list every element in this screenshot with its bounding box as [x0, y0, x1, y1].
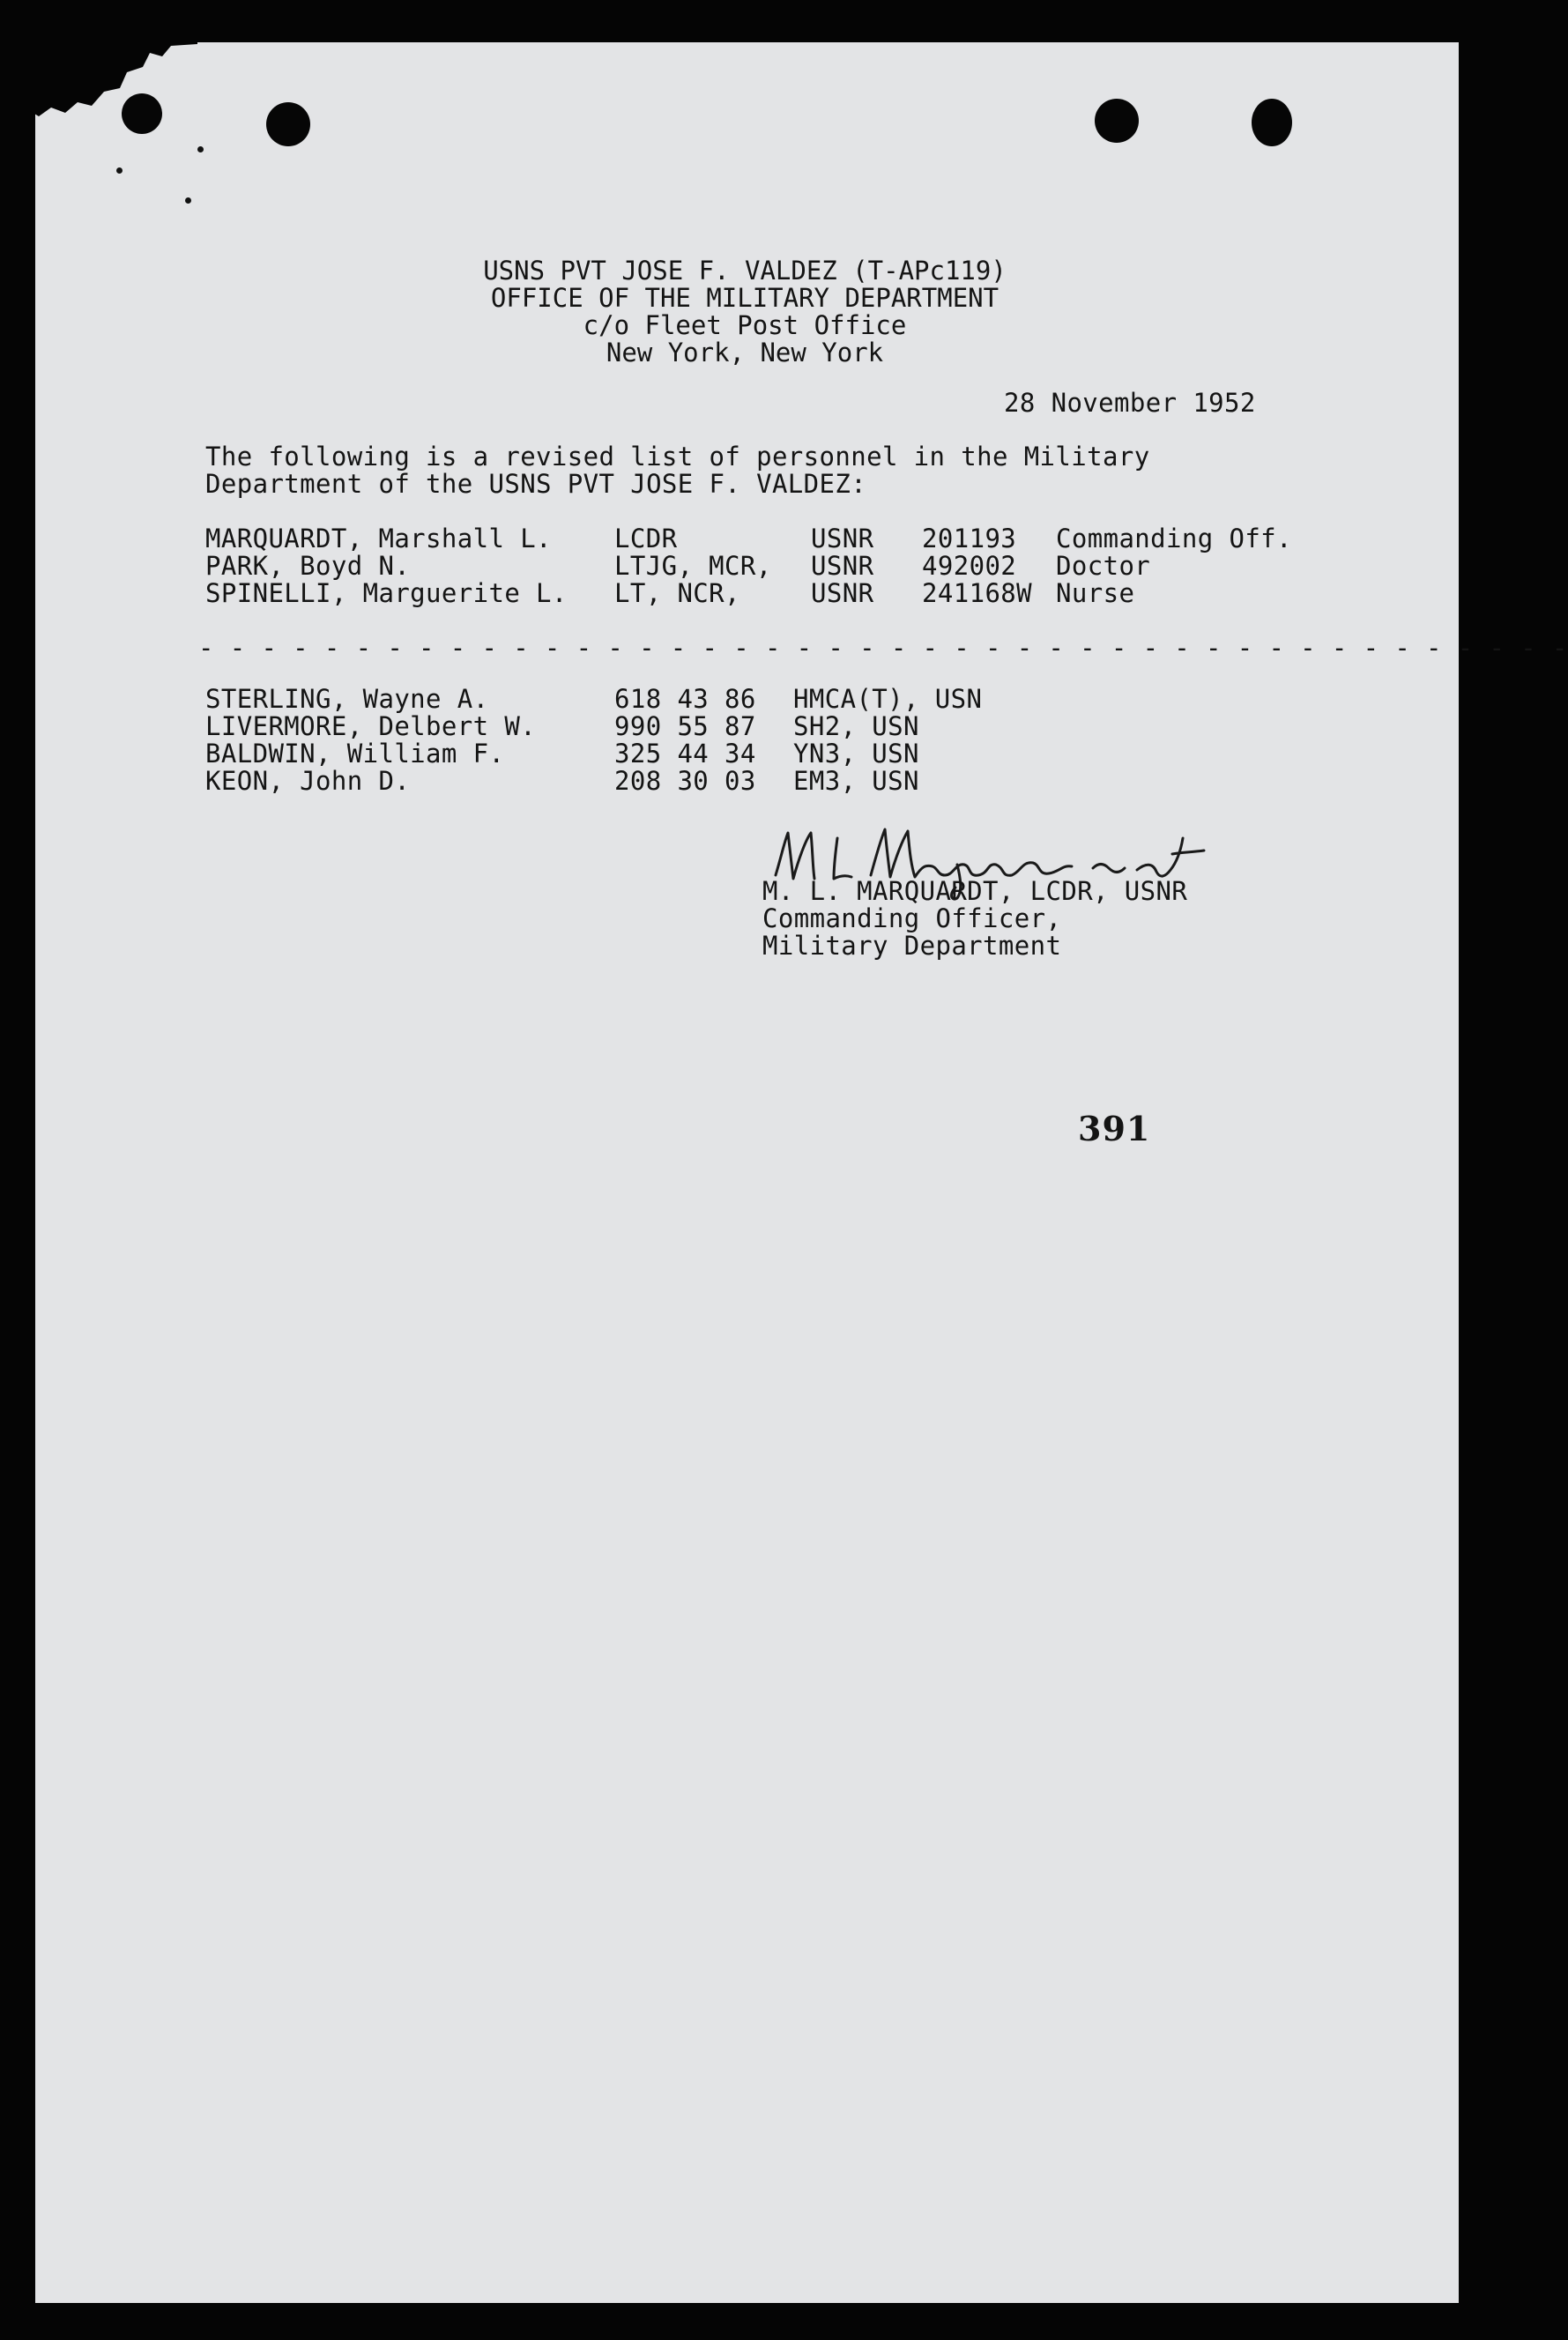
header-city: New York, New York — [606, 338, 884, 368]
signer-department: Military Department — [762, 931, 1062, 961]
enlisted-rate: EM3, USN — [793, 766, 919, 796]
header-office: OFFICE OF THE MILITARY DEPARTMENT — [490, 283, 1000, 313]
enlisted-name: BALDWIN, William F. — [205, 739, 505, 769]
header-ship: USNS PVT JOSE F. VALDEZ (T-APc119) — [483, 256, 1007, 286]
document-page — [35, 42, 1568, 2303]
paper-speck — [116, 167, 123, 174]
officer-duty: Nurse — [1056, 578, 1135, 608]
officer-number: 492002 — [922, 551, 1017, 581]
officer-number: 241168W — [922, 578, 1033, 608]
header-post-office: c/o Fleet Post Office — [583, 310, 907, 340]
officer-number: 201193 — [922, 524, 1017, 553]
enlisted-rate: YN3, USN — [793, 739, 919, 769]
separator-line: - - - - - - - - - - - - - - - - - - - - - - - - - - - - - - - - - - - - - - - - - - - - — [198, 633, 1568, 663]
enlisted-number: 325 44 34 — [614, 739, 756, 769]
punch-hole-3 — [1095, 99, 1139, 143]
officer-rank: LTJG, MCR, — [614, 551, 772, 581]
intro-line-2: Department of the USNS PVT JOSE F. VALDEZ: — [205, 469, 867, 499]
torn-corner — [30, 37, 197, 143]
officer-duty: Commanding Off. — [1056, 524, 1292, 553]
officer-service: USNR — [811, 524, 874, 553]
punch-hole-1 — [122, 93, 162, 134]
signer-title: Commanding Officer, — [762, 903, 1062, 933]
enlisted-rate: HMCA(T), USN — [793, 684, 983, 714]
enlisted-name: KEON, John D. — [205, 766, 411, 796]
officer-name: MARQUARDT, Marshall L. — [205, 524, 552, 553]
enlisted-name: LIVERMORE, Delbert W. — [205, 711, 537, 741]
page-number: 391 — [1078, 1109, 1151, 1148]
paper-speck — [185, 197, 191, 204]
punch-hole-2 — [266, 102, 310, 146]
enlisted-number: 618 43 86 — [614, 684, 756, 714]
enlisted-name: STERLING, Wayne A. — [205, 684, 489, 714]
paper-speck — [197, 146, 204, 152]
officer-service: USNR — [811, 578, 874, 608]
enlisted-number: 990 55 87 — [614, 711, 756, 741]
officer-name: PARK, Boyd N. — [205, 551, 411, 581]
enlisted-rate: SH2, USN — [793, 711, 919, 741]
officer-rank: LT, NCR, — [614, 578, 740, 608]
enlisted-number: 208 30 03 — [614, 766, 756, 796]
intro-line-1: The following is a revised list of personnel in the Military — [205, 442, 1150, 472]
punch-hole-4 — [1252, 99, 1292, 146]
officer-duty: Doctor — [1056, 551, 1151, 581]
signer-name: M. L. MARQUARDT, LCDR, USNR — [762, 876, 1188, 906]
document-date: 28 November 1952 — [1004, 388, 1256, 418]
officer-name: SPINELLI, Marguerite L. — [205, 578, 568, 608]
officer-service: USNR — [811, 551, 874, 581]
officer-rank: LCDR — [614, 524, 678, 553]
